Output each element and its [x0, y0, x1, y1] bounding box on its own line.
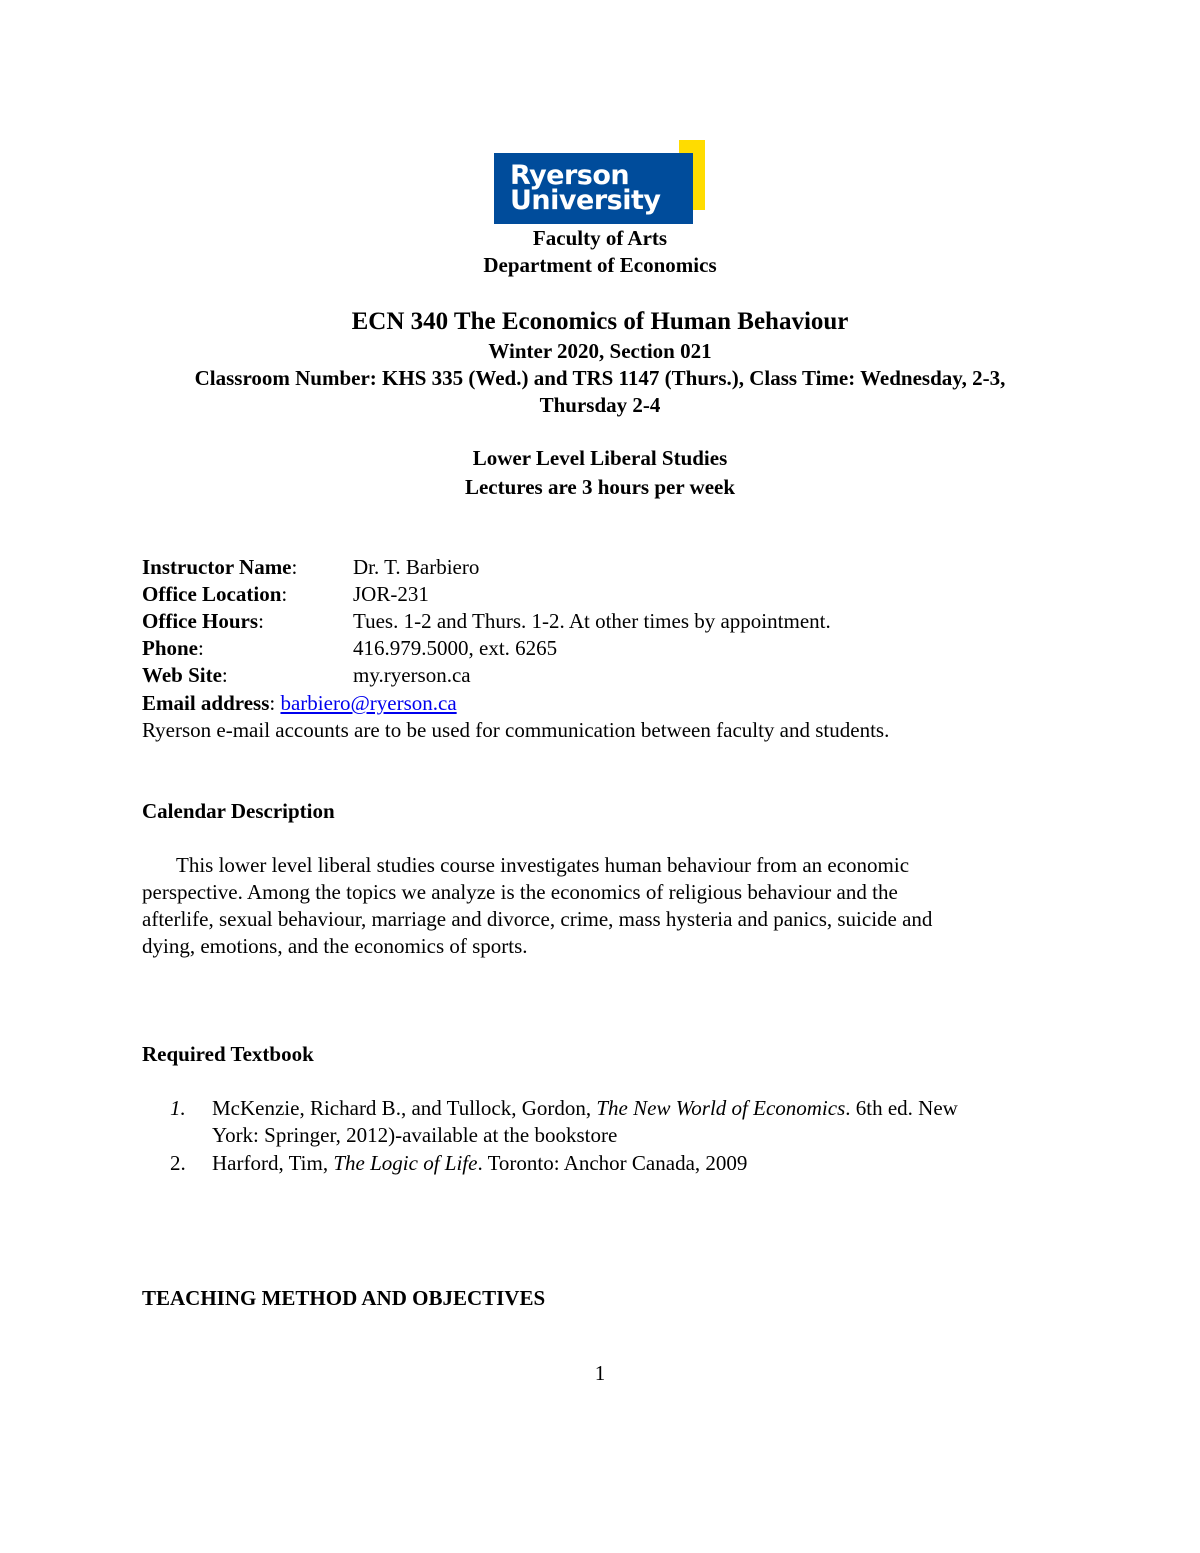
textbook-authors: Harford, Tim, — [212, 1151, 334, 1175]
email-note: Ryerson e-mail accounts are to be used for communication between faculty and students. — [142, 718, 890, 742]
info-value: Dr. T. Barbiero — [353, 555, 480, 579]
classroom-info-line2: Thursday 2-4 — [539, 393, 661, 417]
calendar-description-line: dying, emotions, and the economics of sports. — [142, 934, 528, 958]
info-label: Phone — [142, 636, 199, 660]
calendar-description-line: perspective. Among the topics we analyze is the economics of religious behaviour and the — [142, 880, 898, 904]
info-label: Office Hours — [142, 609, 259, 633]
info-row-instructor: Instructor Name: Dr. T. Barbiero — [142, 555, 480, 579]
info-label: Office Location — [142, 582, 282, 606]
info-value: my.ryerson.ca — [353, 663, 471, 687]
course-term: Winter 2020, Section 021 — [488, 339, 712, 363]
info-label: Web Site — [142, 663, 222, 687]
textbook-item-continuation: York: Springer, 2012)-available at the bookstore — [212, 1123, 618, 1147]
info-value: Tues. 1-2 and Thurs. 1-2. At other times by appointment. — [353, 609, 831, 633]
lecture-hours: Lectures are 3 hours per week — [464, 475, 736, 499]
textbook-item — [212, 1095, 1072, 1122]
page-number: 1 — [594, 1361, 606, 1385]
info-row-office-hours: Office Hours: Tues. 1-2 and Thurs. 1-2. At other times by appointment. — [142, 609, 831, 633]
textbook-number: 2. — [170, 1151, 186, 1175]
textbook-authors: McKenzie, Richard B., and Tullock, Gordon, — [212, 1096, 597, 1120]
calendar-description-heading: Calendar Description — [142, 799, 335, 823]
info-row-website: Web Site: my.ryerson.ca — [142, 663, 471, 687]
logo-text-ryerson: Ryerson — [510, 160, 630, 191]
info-label: Instructor Name — [142, 555, 292, 579]
textbook-number: 1. — [170, 1096, 186, 1120]
department-name: Department of Economics — [483, 253, 717, 277]
logo-text-university: University — [510, 185, 661, 216]
info-value: JOR-231 — [353, 582, 429, 606]
course-level: Lower Level Liberal Studies — [472, 446, 728, 470]
calendar-description-line: afterlife, sexual behaviour, marriage and divorce, crime, mass hysteria and panics, suicide and — [142, 907, 933, 931]
course-title: ECN 340 The Economics of Human Behaviour — [351, 308, 849, 335]
textbook-details: . 6th ed. New — [845, 1096, 958, 1120]
textbook-title: The New World of Economics — [596, 1096, 846, 1120]
textbook-title: The Logic of Life — [333, 1151, 478, 1175]
classroom-info-line1: Classroom Number: KHS 335 (Wed.) and TRS 1147 (Thurs.), Class Time: Wednesday, 2-3, — [194, 366, 1006, 390]
textbook-heading: Required Textbook — [142, 1042, 314, 1066]
info-row-email: Email address: barbiero@ryerson.ca — [142, 691, 457, 715]
info-value: 416.979.5000, ext. 6265 — [353, 636, 558, 660]
faculty-name: Faculty of Arts — [532, 226, 668, 250]
calendar-description-line: This lower level liberal studies course investigates human behaviour from an economic — [176, 853, 910, 877]
info-label: Email address — [142, 691, 270, 715]
textbook-details: . Toronto: Anchor Canada, 2009 — [477, 1151, 748, 1175]
textbook-item — [212, 1150, 1072, 1177]
email-link[interactable]: barbiero@ryerson.ca — [280, 691, 457, 715]
info-row-office-location: Office Location: JOR-231 — [142, 582, 429, 606]
teaching-method-heading: TEACHING METHOD AND OBJECTIVES — [142, 1286, 546, 1310]
info-row-phone: Phone: 416.979.5000, ext. 6265 — [142, 636, 558, 660]
